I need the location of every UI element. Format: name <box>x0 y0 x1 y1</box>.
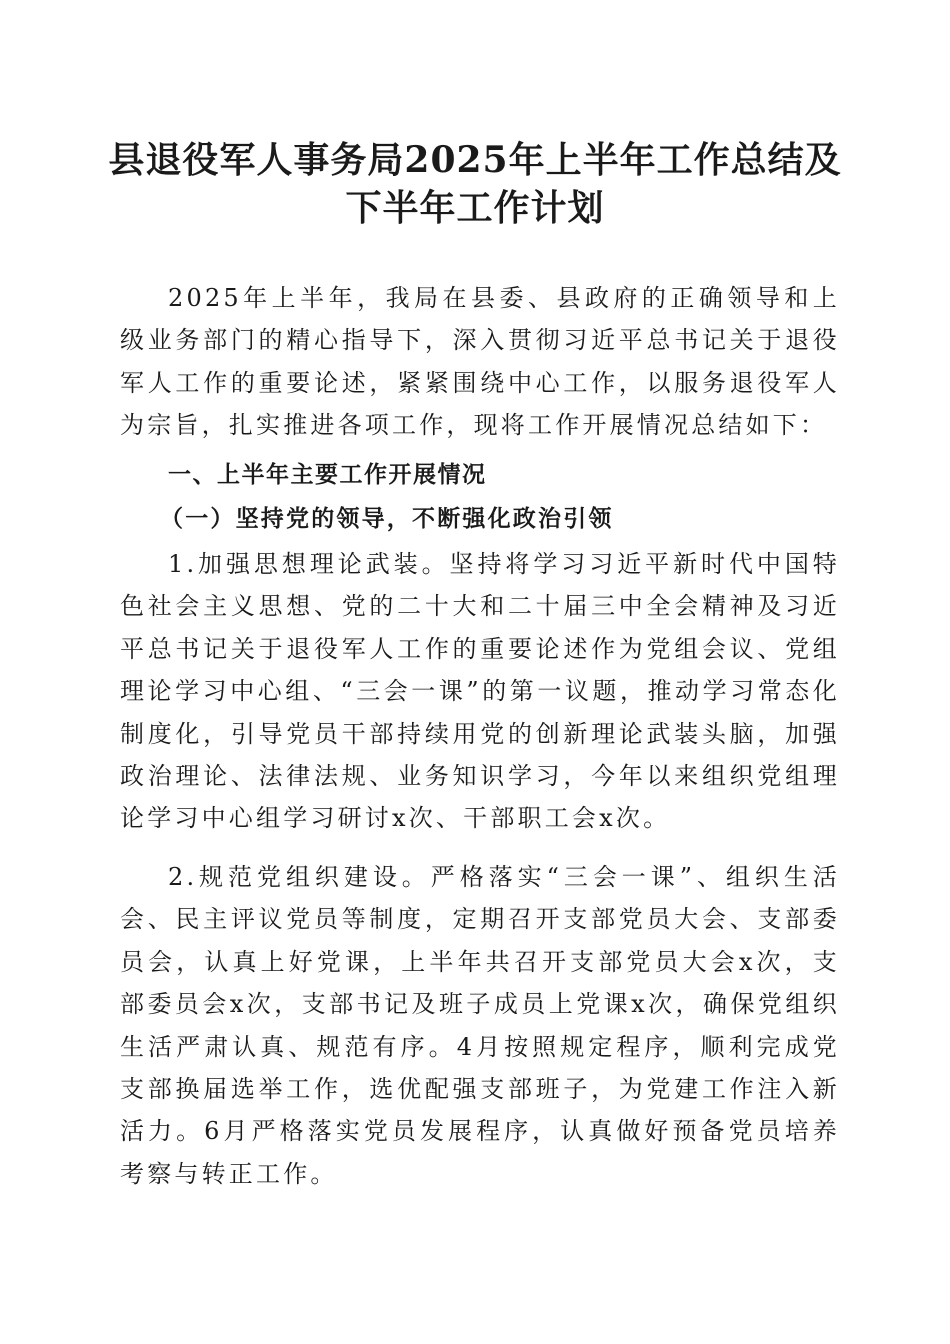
document-title-line-2: 下半年工作计划 <box>345 187 605 229</box>
section-heading: 一、上半年主要工作开展情况 <box>168 462 487 488</box>
subsection-heading: （一）坚持党的领导，不断强化政治引领 <box>160 505 614 532</box>
body-paragraph-2: 2.规范党组织建设。严格落实“三会一课”、组织生活会、民主评议党员等制度，定期召开支部党员大会、支部委员会，认真上好党课，上半年共召开支部党员大会x次，支部委员会x次，支部书记及班子成员上党课x次，确保党组织生活严肃认真、规范有序。4月按照规定程序，顺利完成党支部换届选举工作，选优配强支部班子，为党建工作注入新活力。6月严格落实党员发展程序，认真做好预备党员培养考察与转正工作。 <box>120 863 840 1188</box>
body-paragraph-1: 1.加强思想理论武装。坚持将学习习近平新时代中国特色社会主义思想、党的二十大和二十届三中全会精神及习近平总书记关于退役军人工作的重要论述作为党组会议、党组理论学习中心组、“三会一课”的第一议题，推动学习常态化制度化，引导党员干部持续用党的创新理论武装头脑，加强政治理论、法律法规、业务知识学习，今年以来组织党组理论学习中心组学习研讨x次、干部职工会x次。 <box>120 550 840 833</box>
intro-paragraph: 2025年上半年，我局在县委、县政府的正确领导和上级业务部门的精心指导下，深入贯彻习近平总书记关于退役军人工作的重要论述，紧紧围绕中心工作，以服务退役军人为宗旨，扎实推进各项工作，现将工作开展情况总结如下： <box>120 284 840 440</box>
document-title-line-1: 县退役军人事务局2025年上半年工作总结及 <box>108 139 842 181</box>
